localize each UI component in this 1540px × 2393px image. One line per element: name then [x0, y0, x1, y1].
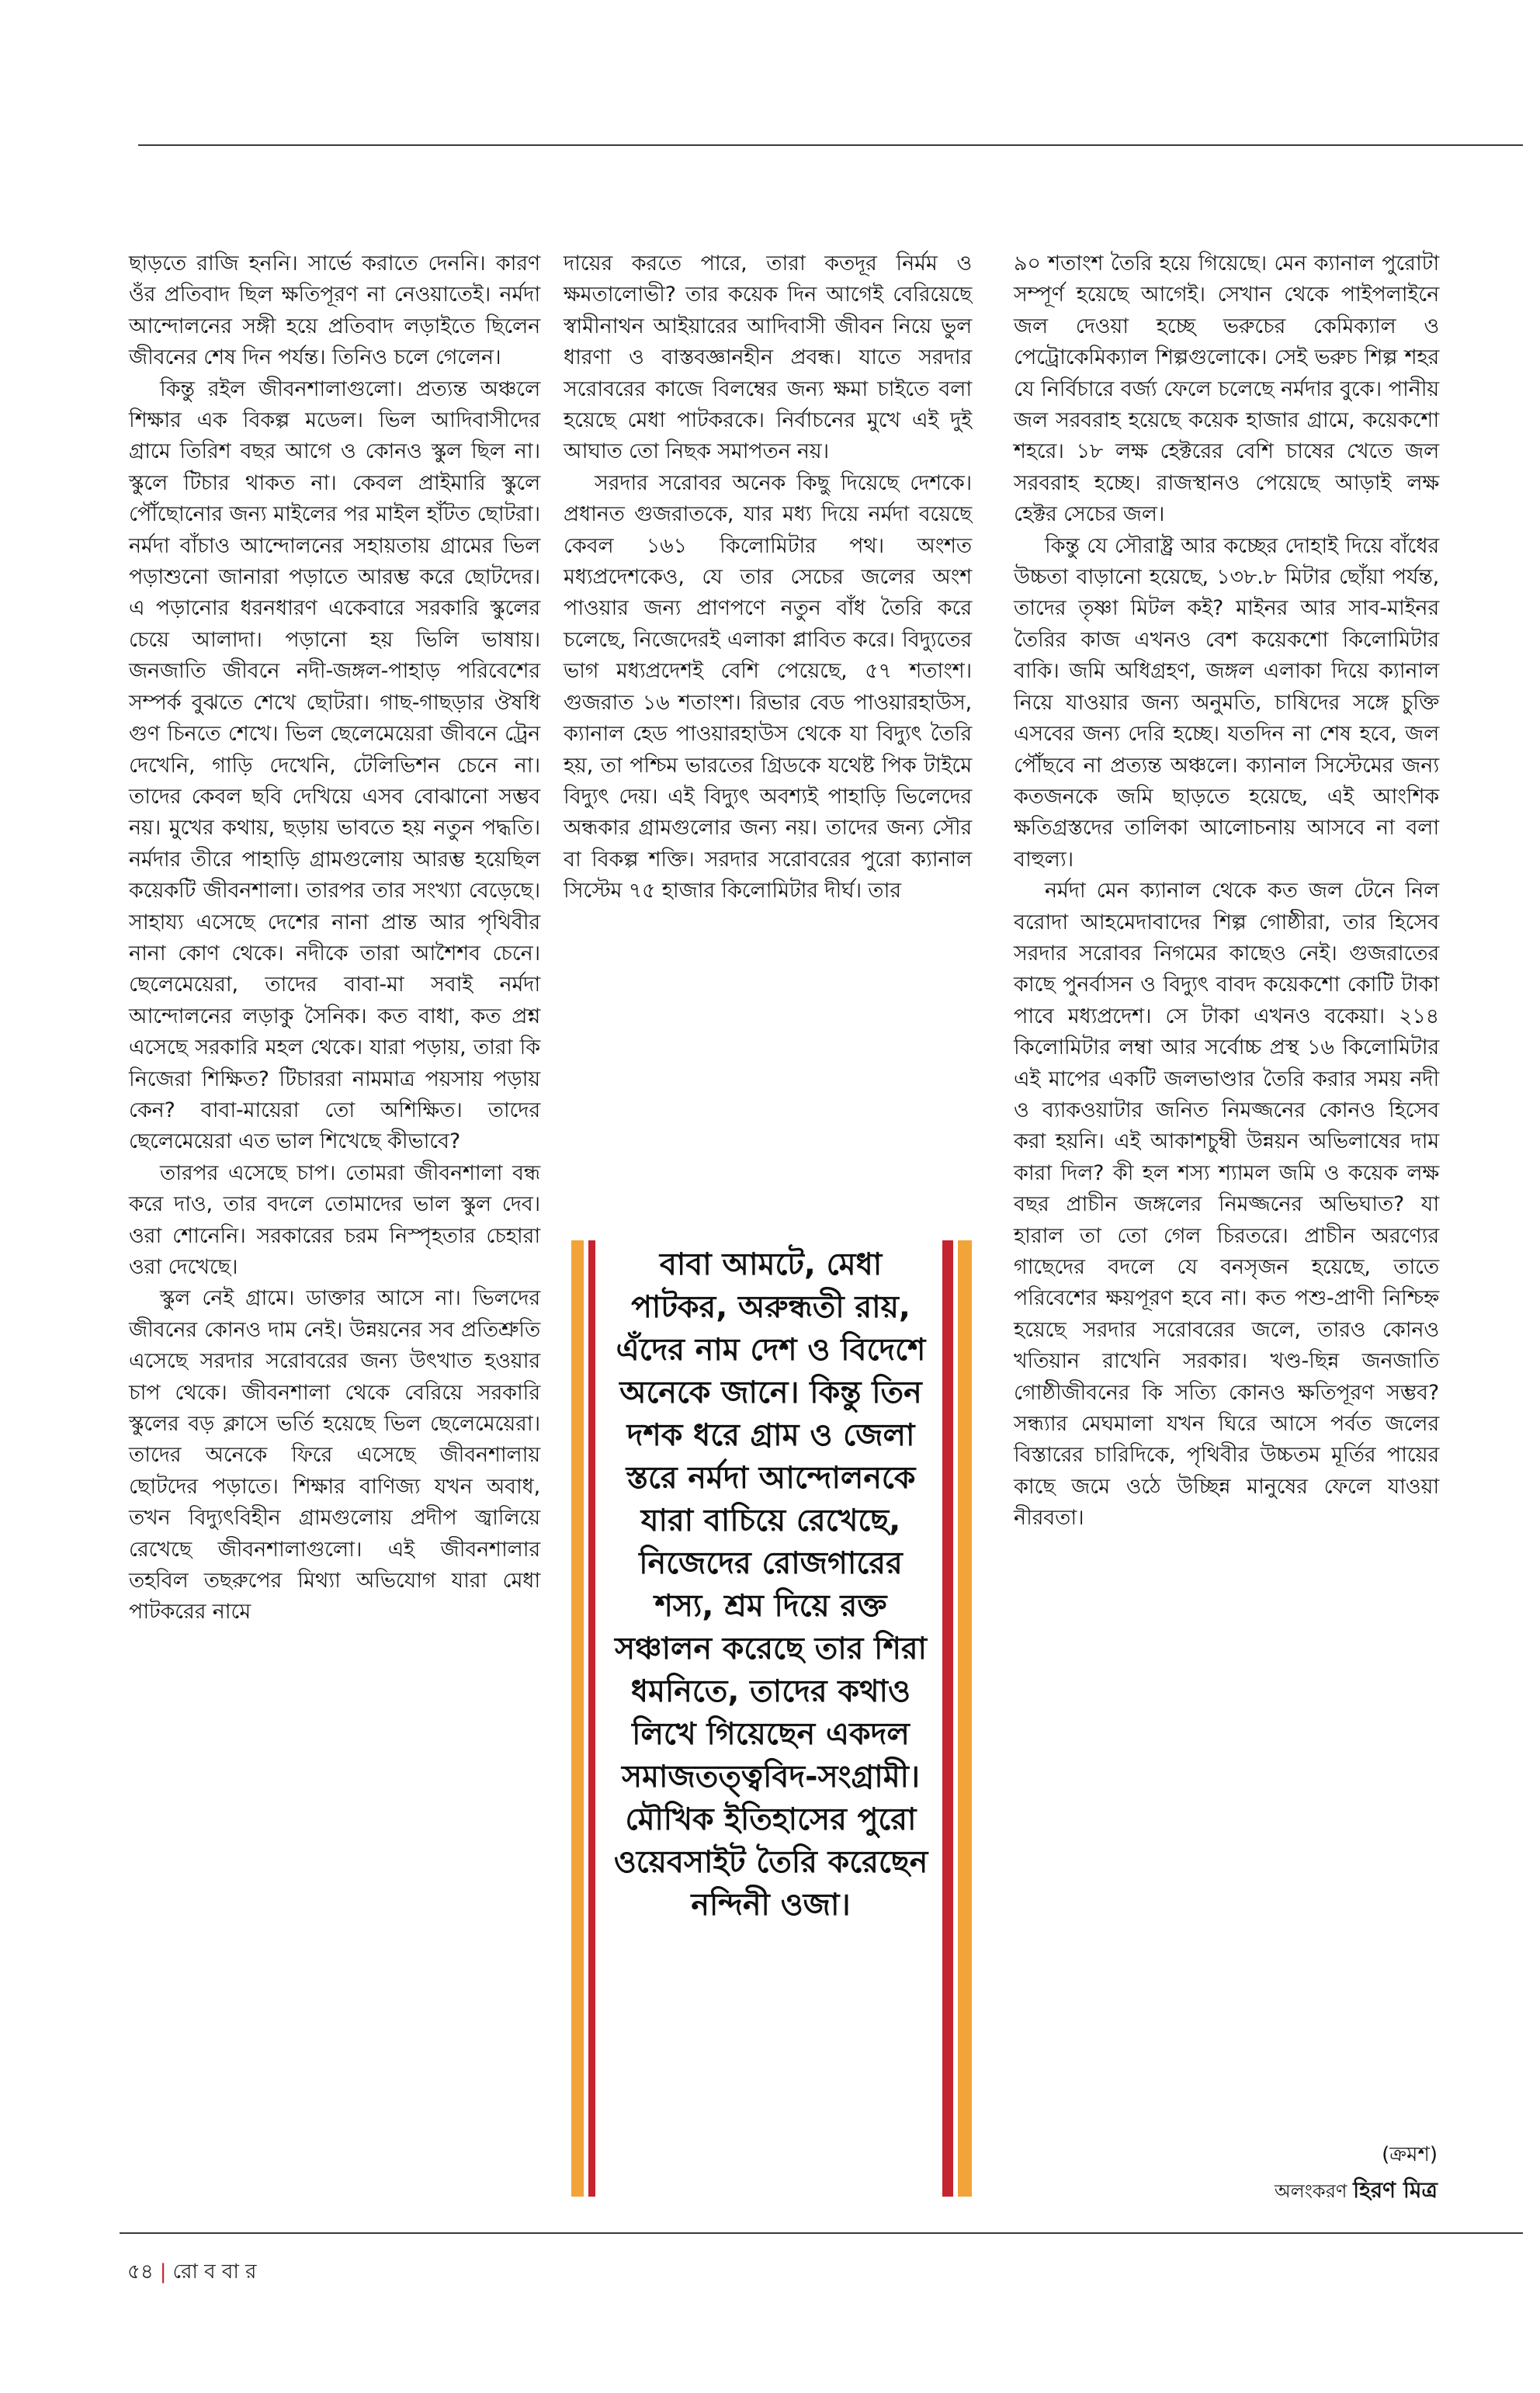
- pull-quote-bar-left-red: [588, 1240, 595, 2197]
- paragraph: নর্মদা মেন ক্যানাল থেকে কত জল টেনে নিল বরোদা আহমেদাবাদের শিল্প গোষ্ঠীরা, তার হিসেব সরদার সরোবর নিগমের কাছেও নেই। গুজরাতের কাছে পুনর্বাসন ও বিদ্যুৎ বাবদ কয়েকশো কোটি টাকা পাবে মধ্যপ্রদেশ। সে টাকা এখনও বকেয়া। ২১৪ কিলোমিটার লম্বা আর সর্বোচ্চ প্রস্থ ১৬ কিলোমিটার এই মাপের একটি জলভাণ্ডার তৈরি করার সময় নদী ও ব্যাকওয়াটার জনিত নিমজ্জনের কোনও হিসেব করা হয়নি। এই আকাশচুম্বী উন্নয়ন অভিলাষের দাম কারা দিল? কী হল শস্য শ্যামল জমি ও কয়েক লক্ষ বছর প্রাচীন জঙ্গলের নিমজ্জনের অভিঘাত? যা হারাল তা তো গেল চিরতরে। প্রাচীন অরণ্যের গাছেদের বদলে যে বনসৃজন হয়েছে, তাতে পরিবেশের ক্ষয়পূরণ হবে না। কত পশু-প্রাণী নিশ্চিহ্ন হয়েছে সরদার সরোবরের জলে, তারও কোনও খতিয়ান রাখেনি সরকার। খণ্ড-ছিন্ন জনজাতি গোষ্ঠীজীবনের কি সত্যি কোনও ক্ষতিপূরণ সম্ভব? সন্ধ্যার মেঘমালা যখন ঘিরে আসে পর্বত জলের বিস্তারের চারিদিকে, পৃথিবীর উচ্চতম মূর্তির পায়ের কাছে জমে ওঠে উচ্ছিন্ন মানুষের ফেলে যাওয়া নীরবতা।: [1014, 879, 1439, 1531]
- pull-quote-bar-left-orange: [571, 1240, 584, 2197]
- article-column-3: [1014, 248, 1439, 1535]
- page-footer: [127, 2256, 256, 2290]
- paragraph: ছাড়তে রাজি হননি। সার্ভে করাতে দেননি। কারণ ওঁর প্রতিবাদ ছিল ক্ষতিপূরণ না নেওয়াতেই। নর্মদা আন্দোলনের সঙ্গী হয়ে প্রতিবাদ লড়াইতে ছিলেন জীবনের শেষ দিন পর্যন্ত। তিনিও চলে গেলেন।: [129, 251, 540, 370]
- page-number: ৫৪: [127, 2260, 154, 2284]
- pull-quote-bar-right-red: [942, 1240, 953, 2197]
- bottom-rule: [120, 2232, 1523, 2234]
- illustration-credit: [1275, 2173, 1438, 2210]
- credit-label: অলংকরণ: [1274, 2180, 1348, 2202]
- paragraph: স্কুল নেই গ্রামে। ডাক্তার আসে না। ভিলদের জীবনের কোনও দাম নেই। উন্নয়নের সব প্রতিশ্রুতি এসেছে সরদার সরোবরের জন্য উৎখাত হওয়ার চাপ থেকে। জীবনশালা থেকে বেরিয়ে সরকারি স্কুলের বড় ক্লাসে ভর্তি হয়েছে ভিল ছেলেমেয়েরা। তাদের অনেকে ফিরে এসেছে জীবনশালায় ছোটদের পড়াতে। শিক্ষার বাণিজ্য যখন অবাধ, তখন বিদ্যুৎবিহীন গ্রামগুলোয় প্রদীপ জ্বালিয়ে রেখেছে জীবনশালাগুলো। এই জীবনশালার তহবিল তছরুপের মিথ্যা অভিযোগ যারা মেধা পাটকরের নামে: [129, 1286, 540, 1625]
- credit-name: হিরণ মিত্র: [1353, 2177, 1438, 2203]
- pull-quote-box: [571, 1240, 972, 2197]
- article-column-2: [564, 248, 972, 907]
- footer-separator: |: [159, 2260, 167, 2284]
- paragraph: তারপর এসেছে চাপ। তোমরা জীবনশালা বন্ধ করে দাও, তার বদলে তোমাদের ভাল স্কুল দেব। ওরা শোনেনি। সরকারের চরম নিস্পৃহতার চেহারা ওরা দেখেছে।: [129, 1160, 540, 1279]
- paragraph: ৯০ শতাংশ তৈরি হয়ে গিয়েছে। মেন ক্যানাল পুরোটা সম্পূর্ণ হয়েছে আগেই। সেখান থেকে পাইপলাইনে জল দেওয়া হচ্ছে ভরুচের কেমিক্যাল ও পেট্রোকেমিক্যাল শিল্পগুলোকে। সেই ভরুচ শিল্প শহর যে নির্বিচারে বর্জ্য ফেলে চলেছে নর্মদার বুকে। পানীয় জল সরবরাহ হয়েছে কয়েক হাজার গ্রামে, কয়েকশো শহরে। ১৮ লক্ষ হেক্টরের বেশি চাষের খেতে জল সরবরাহ হচ্ছে। রাজস্থানও পেয়েছে আড়াই লক্ষ হেক্টর সেচের জল।: [1014, 251, 1439, 527]
- paragraph: দায়ের করতে পারে, তারা কতদূর নির্মম ও ক্ষমতালোভী? তার কয়েক দিন আগেই বেরিয়েছে স্বামীনাথন আইয়ারের আদিবাসী জীবন নিয়ে ভুল ধারণা ও বাস্তবজ্ঞানহীন প্রবন্ধ। যাতে সরদার সরোবরের কাজে বিলম্বের জন্য ক্ষমা চাইতে বলা হয়েছে মেধা পাটকরকে। নির্বাচনের মুখে এই দুই আঘাত তো নিছক সমাপতন নয়।: [564, 251, 972, 464]
- pull-quote-text: বাবা আমটে, মেধা পাটকর, অরুন্ধতী রায়, এঁদের নাম দেশ ও বিদেশে অনেকে জানে। কিন্তু তিন দশক ধরে গ্রাম ও জেলা স্তরে নর্মদা আন্দোলনকে যারা বাচিয়ে রেখেছে, নিজেদের রোজগারের শস্য, শ্রম দিয়ে রক্ত সঞ্চালন করেছে তার শিরা ধমনিতে, তাদের কথাও লিখে গিয়েছেন একদল সমাজতত্ত্ববিদ-সংগ্রামী। মৌখিক ইতিহাসের পুরো ওয়েবসাইট তৈরি করেছেন নন্দিনী ওজা।: [613, 1247, 928, 1923]
- paragraph: সরদার সরোবর অনেক কিছু দিয়েছে দেশকে। প্রধানত গুজরাতকে, যার মধ্য দিয়ে নর্মদা বয়েছে কেবল ১৬১ কিলোমিটার পথ। অংশত মধ্যপ্রদেশকেও, যে তার সেচের জলের অংশ পাওয়ার জন্য প্রাণপণে নতুন বাঁধ তৈরি করে চলেছে, নিজেদেরই এলাকা প্লাবিত করে। বিদ্যুতের ভাগ মধ্যপ্রদেশই বেশি পেয়েছে, ৫৭ শতাংশ। গুজরাত ১৬ শতাংশ। রিভার বেড পাওয়ারহাউস, ক্যানাল হেড পাওয়ারহাউস থেকে যা বিদ্যুৎ তৈরি হয়, তা পশ্চিম ভারতের গ্রিডকে যথেষ্ট পিক টাইমে বিদ্যুৎ দেয়। এই বিদ্যুৎ অবশ্যই পাহাড়ি ভিলেদের অন্ধকার গ্রামগুলোর জন্য নয়। তাদের জন্য সৌর বা বিকল্প শক্তি। সরদার সরোবরের পুরো ক্যানাল সিস্টেম ৭৫ হাজার কিলোমিটার দীর্ঘ। তার: [564, 470, 972, 903]
- pull-quote-bar-right-orange: [958, 1240, 972, 2197]
- article-column-1: [129, 248, 540, 1628]
- paragraph: কিন্তু যে সৌরাষ্ট্র আর কচ্ছের দোহাই দিয়ে বাঁধের উচ্চতা বাড়ানো হয়েছে, ১৩৮.৮ মিটার ছোঁয়া পর্যন্ত, তাদের তৃষ্ণা মিটল কই? মাইনর আর সাব-মাইনর তৈরির কাজ এখনও বেশ কয়েকশো কিলোমিটার বাকি। জমি অধিগ্রহণ, জঙ্গল এলাকা দিয়ে ক্যানাল নিয়ে যাওয়ার জন্য অনুমতি, চাষিদের সঙ্গে চুক্তি এসবের জন্য দেরি হচ্ছে। যতদিন না শেষ হবে, জল পৌঁছবে না প্রত্যন্ত অঞ্চলে। ক্যানাল সিস্টেমের জন্য কতজনকে জমি ছাড়তে হয়েছে, এই আংশিক ক্ষতিগ্রস্তদের তালিকা আলোচনায় আসবে না বলা বাহুল্য।: [1014, 533, 1439, 872]
- paragraph: কিন্তু রইল জীবনশালাগুলো। প্রত্যন্ত অঞ্চলে শিক্ষার এক বিকল্প মডেল। ভিল আদিবাসীদের গ্রামে তিরিশ বছর আগে ও কোনও স্কুল ছিল না। স্কুলে টিচার থাকত না। কেবল প্রাইমারি স্কুলে পৌঁছোনোর জন্য মাইলের পর মাইল হাঁটত ছোটরা। নর্মদা বাঁচাও আন্দোলনের সহায়তায় গ্রামের ভিল পড়াশুনো জানারা পড়াতে আরম্ভ করে ছোটদের। এ পড়ানোর ধরনধারণ একেবারে সরকারি স্কুলের চেয়ে আলাদা। পড়ানো হয় ভিলি ভাষায়। জনজাতি জীবনে নদী-জঙ্গল-পাহাড় পরিবেশের সম্পর্ক বুঝতে শেখে ছোটরা। গাছ-গাছড়ার ঔষধি গুণ চিনতে শেখে। ভিল ছেলেমেয়েরা জীবনে ট্রেন দেখেনি, গাড়ি দেখেনি, টেলিভিশন চেনে না। তাদের কেবল ছবি দেখিয়ে এসব বোঝানো সম্ভব নয়। মুখের কথায়, ছড়ায় ভাবতে হয় নতুন পদ্ধতি। নর্মদার তীরে পাহাড়ি গ্রামগুলোয় আরম্ভ হয়েছিল কয়েকটি জীবনশালা। তারপর তার সংখ্যা বেড়েছে। সাহায্য এসেছে দেশের নানা প্রান্ত আর পৃথিবীর নানা কোণ থেকে। নদীকে তারা আশৈশব চেনে। ছেলেমেয়েরা, তাদের বাবা-মা সবাই নর্মদা আন্দোলনের লড়াকু সৈনিক। কত বাধা, কত প্রশ্ন এসেছে সরকারি মহল থেকে। যারা পড়ায়, তারা কি নিজেরা শিক্ষিত? টিচাররা নামমাত্র পয়সায় পড়ায় কেন? বাবা-মায়েরা তো অশিক্ষিত। তাদের ছেলেমেয়েরা এত ভাল শিখেছে কীভাবে?: [129, 376, 540, 1154]
- publication-name: রো ব বা র: [172, 2260, 257, 2284]
- continued-note: (ক্রমশ): [1382, 2143, 1438, 2166]
- top-rule: [138, 144, 1523, 146]
